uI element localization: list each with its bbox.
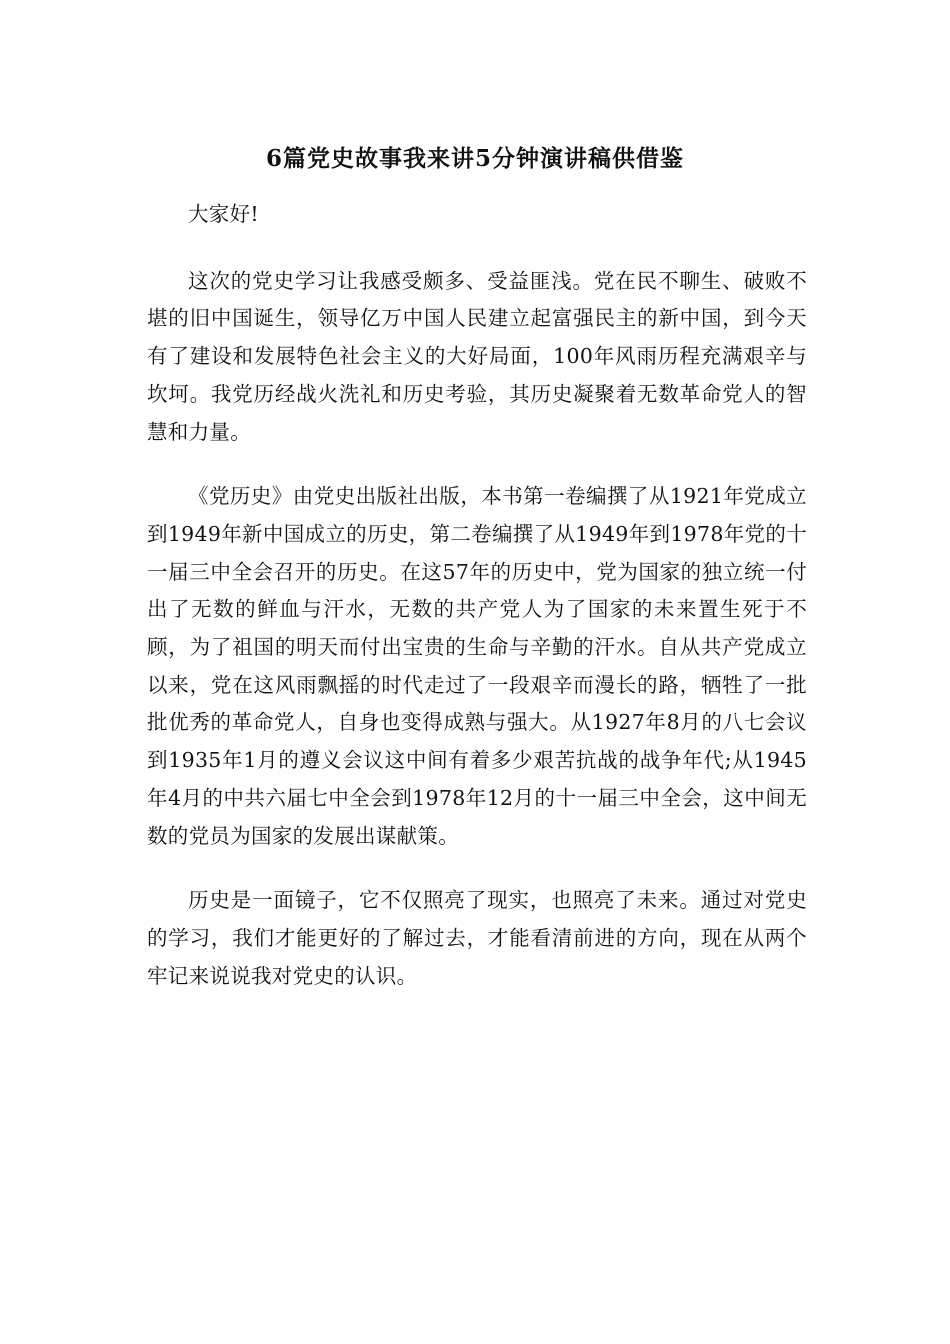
paragraph-3: 历史是一面镜子，它不仅照亮了现实，也照亮了未来。通过对党史的学习，我们才能更好的了解过去，才能看清前进的方向，现在从两个牢记来说说我对党史的认识。 [147,888,807,988]
paragraph-1: 这次的党史学习让我感受颇多、受益匪浅。党在民不聊生、破败不堪的旧中国诞生，领导亿万中国人民建立起富强民主的新中国，到今天有了建设和发展特色社会主义的大好局面，100年风雨历程充满艰辛与坎坷。我党历经战火洗礼和历史考验，其历史凝聚着无数革命党人的智慧和力量。 [147,268,807,444]
document-title: 6篇党史故事我来讲5分钟演讲稿供借鉴 [265,145,684,172]
document-body [147,196,807,1022]
paragraph-2: 《党历史》由党史出版社出版，本书第一卷编撰了从1921年党成立到1949年新中国成立的历史，第二卷编撰了从1949年到1978年党的十一届三中全会召开的历史。在这57年的历史中，党为国家的独立统一付出了无数的鲜血与汗水，无数的共产党人为了国家的未来置生死于不顾，为了祖国的明天而付出宝贵的生命与辛勤的汗水。自从共产党成立以来，党在这风雨飘摇的时代走过了一段艰辛而漫长的路，牺牲了一批批优秀的革命党人，自身也变得成熟与强大。从1927年8月的八七会议到1935年1月的遵义会议这中间有着多少艰苦抗战的战争年代;从1945年4月的中共六届七中全会到1978年12月的十一届三中全会，这中间无数的党员为国家的发展出谋献策。 [147,484,807,848]
paragraph-greeting: 大家好! [188,202,259,226]
